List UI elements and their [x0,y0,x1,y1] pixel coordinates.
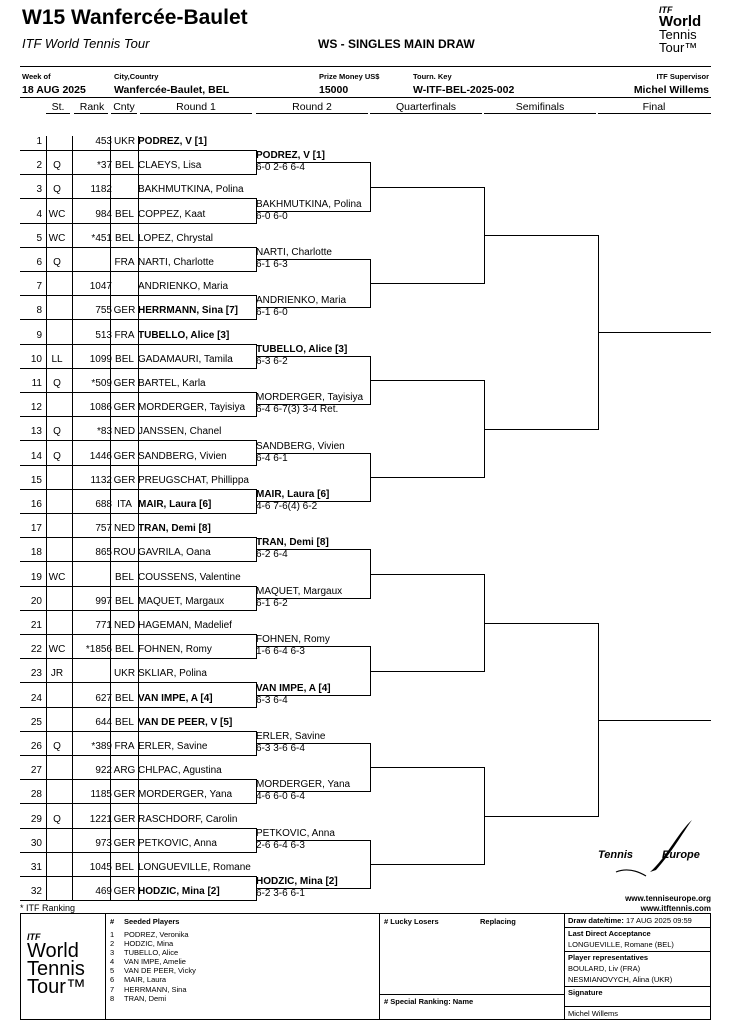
round2-entry [256,441,345,465]
player-status [46,523,68,537]
player-name: MORDERGER, Tayisiya [138,402,246,413]
itftennis-url: www.itftennis.com [640,904,711,913]
col-semifinals: Semifinals [515,101,565,113]
round2-winner: HODZIC, Mina [2] [256,876,338,887]
draw-position: 8 [36,305,42,316]
round2-entry [256,247,332,271]
player-country: BEL [115,862,134,873]
player-rank: 755 [95,305,112,316]
tourn-key-label: Tourn. Key [413,72,452,81]
player-rank: 1086 [89,402,112,413]
player-status [46,402,68,416]
round2-winner: MAIR, Laura [6] [256,489,330,500]
draw-position: 32 [30,886,42,897]
round2-score: 6-3 6-2 [256,356,288,367]
player-rank: 757 [95,523,112,534]
draw-type: WS - SINGLES MAIN DRAW [318,37,475,51]
draw-position: 21 [30,620,42,631]
player-rank: 627 [95,693,112,704]
draw-position: 2 [36,160,42,171]
seeded-player-item [110,948,370,957]
player-rank: 1446 [89,451,112,462]
draw-position: 30 [30,838,42,849]
player-rank: *37 [96,160,112,171]
player-country: BEL [115,160,134,171]
player-country: ITA [117,499,132,510]
round2-winner: BAKHMUTKINA, Polina [256,199,362,210]
player-status [46,886,68,900]
player-rank: 984 [95,209,112,220]
seed-name: TUBELLO, Alice [124,948,179,958]
player-status [46,305,68,319]
round2-winner: PODREZ, V [1] [256,150,325,161]
player-rank: 1182 [90,184,112,195]
player-rank: 453 [95,136,112,147]
player-rank: *83 [96,426,112,437]
draw-position: 18 [30,547,42,558]
player-country: BEL [115,596,134,607]
round2-winner: FOHNEN, Romy [256,634,330,645]
special-ranking-title: # Special Ranking: Name [384,997,474,1006]
seeded-player-item [110,975,370,984]
col-round1: Round 1 [176,101,216,113]
seed-name: MAIR, Laura [124,975,167,985]
player-rank: 644 [95,717,112,728]
draw-position: 20 [30,596,42,607]
player-country: GER [113,402,136,413]
round2-score: 6-2 6-4 [256,549,288,560]
player-status [46,620,68,634]
player-name: MAIR, Laura [6] [138,499,212,510]
supervisor-label: ITF Supervisor [656,72,709,81]
player-status [46,862,68,876]
draw-position: 31 [30,862,42,873]
draw-position: 25 [30,717,42,728]
tennis-europe-logo [596,818,716,878]
round2-entry [256,586,342,610]
draw-position: 26 [30,741,42,752]
player-status: Q [53,451,61,462]
seeded-player-item [110,994,370,1003]
player-name: HERRMANN, Sina [7] [138,305,239,316]
player-name: RASCHDORF, Carolin [138,814,238,825]
player-country: ROU [113,547,136,558]
player-status: Q [53,184,61,195]
player-status: JR [50,668,64,679]
seed-number: 6 [110,975,115,985]
player-country [113,281,136,295]
player-rank: 513 [95,330,112,341]
signature-label: Signature [568,988,603,997]
draw-position: 5 [36,233,42,244]
player-country: NED [113,426,136,437]
player-country: BEL [115,354,134,365]
round2-winner: ERLER, Savine [256,731,326,742]
player-status: WC [48,572,66,583]
draw-position: 6 [36,257,42,268]
seeded-title: Seeded Players [124,917,180,926]
round2-score: 6-2 3-6 6-1 [256,888,305,899]
player-name: NARTI, Charlotte [138,257,214,268]
lda-value: LONGUEVILLE, Romane (BEL) [568,940,674,949]
player-status [46,547,68,561]
seeded-hash: # [110,917,115,926]
seed-number: 3 [110,948,115,958]
seed-name: HERRMANN, Sina [124,984,187,994]
draw-position: 15 [30,475,42,486]
round2-entry [256,828,335,852]
seeded-player-item [110,966,370,975]
player-country: UKR [113,136,136,147]
round2-winner: PETKOVIC, Anna [256,828,335,839]
round2-winner: ANDRIENKO, Maria [256,295,347,306]
round2-winner: MAQUET, Margaux [256,586,343,597]
round2-winner: SANDBERG, Vivien [256,441,345,452]
seeded-player-item [110,939,370,948]
player-country: NED [113,620,136,631]
seed-name: HODZIC, Mina [124,939,174,949]
seed-name: PODREZ, Veronika [124,930,189,939]
footer-logo-box [20,913,106,1020]
player-status [46,499,68,513]
player-name: JANSSEN, Chanel [138,426,222,437]
draw-position: 19 [30,572,42,583]
player-status: WC [48,209,66,220]
round2-score: 4-6 7-6(4) 6-2 [256,501,318,512]
player-status: WC [48,644,66,655]
rep-2: NESMIANOVYCH, Alina (UKR) [568,975,673,984]
player-status [46,475,68,489]
round2-entry [256,150,325,174]
round2-score: 6-1 6-2 [256,598,288,609]
player-status [46,330,68,344]
draw-datetime-label: Draw date/time: [568,916,624,925]
player-country: GER [113,378,136,389]
seeded-player-item [110,930,370,939]
player-name: PODREZ, V [1] [138,136,207,147]
player-country: FRA [114,741,135,752]
player-name: HAGEMAN, Madelief [138,620,232,631]
round2-winner: NARTI, Charlotte [256,247,332,258]
round2-score: 6-0 2-6 6-4 [256,162,305,173]
draw-position: 24 [30,693,42,704]
draw-datetime-value: 17 AUG 2025 09:59 [625,916,692,925]
player-rank: *509 [91,378,112,389]
round2-score: 4-6 6-0 6-4 [256,791,305,802]
player-country: GER [113,451,136,462]
reps-label: Player representatives [568,953,649,962]
col-cnty: Cnty [113,101,135,113]
player-name: CHLPAC, Agustina [138,765,222,776]
draw-position: 12 [30,402,42,413]
player-name: MAQUET, Margaux [138,596,225,607]
col-rank: Rank [79,101,105,113]
round2-score: 6-0 6-0 [256,211,288,222]
draw-position: 17 [30,523,42,534]
player-status [46,281,68,295]
player-rank: 973 [95,838,112,849]
player-name: VAN DE PEER, V [5] [138,717,233,728]
player-status: Q [53,378,61,389]
player-rank: 688 [95,499,112,510]
draw-position: 23 [30,668,42,679]
player-country: BEL [115,693,134,704]
col-final: Final [642,101,666,113]
round2-entry [256,344,347,368]
draw-position: 1 [36,136,42,147]
player-country: BEL [115,572,134,583]
round2-score: 6-3 6-4 [256,695,288,706]
round2-winner: MORDERGER, Yana [256,779,351,790]
draw-position: 14 [30,451,42,462]
replacing-title: Replacing [480,917,516,926]
player-rank: 865 [95,547,112,558]
draw-info-box [564,913,711,1020]
draw-position: 3 [36,184,42,195]
player-country: GER [113,838,136,849]
player-name: SKLIAR, Polina [138,668,207,679]
draw-position: 22 [30,644,42,655]
player-status: WC [48,233,66,244]
player-name: TRAN, Demi [8] [138,523,211,534]
player-status [46,789,68,803]
player-name: MORDERGER, Yana [138,789,233,800]
player-country: BEL [115,644,134,655]
tenniseurope-url: www.tenniseurope.org [625,894,711,903]
seed-number: 7 [110,984,115,994]
player-name: FOHNEN, Romy [138,644,212,655]
player-country: GER [113,814,136,825]
player-name: ERLER, Savine [138,741,208,752]
rep-1: BOULARD, Liv (FRA) [568,964,641,973]
player-name: PETKOVIC, Anna [138,838,217,849]
header-divider [20,66,711,67]
player-name: TUBELLO, Alice [3] [138,330,230,341]
week-label: Week of [22,72,51,81]
round2-entry [256,392,363,416]
player-country: UKR [113,668,136,679]
player-rank: 1185 [90,789,112,800]
draw-position: 27 [30,765,42,776]
player-name: HODZIC, Mina [2] [138,886,220,897]
round2-entry [256,731,325,755]
round2-entry [256,683,331,707]
player-country: GER [113,886,136,897]
draw-position: 9 [36,330,42,341]
player-rank: 469 [95,886,112,897]
player-status [46,693,68,707]
round2-score: 1-6 6-4 6-3 [256,646,305,657]
tour-subtitle: ITF World Tennis Tour [22,36,150,51]
player-rank: *389 [91,741,112,752]
draw-position: 28 [30,789,42,800]
draw-position: 4 [36,209,42,220]
city-value: Wanfercée-Baulet, BEL [114,84,230,96]
draw-position: 16 [30,499,42,510]
round2-entry [256,634,330,658]
player-status: Q [53,426,61,437]
lucky-losers-title: # Lucky Losers [384,917,439,926]
itf-world-tennis-tour-logo: ITF World Tennis Tour™ [659,5,702,55]
player-country: NED [113,523,136,534]
seed-number: 5 [110,966,115,976]
player-country: BEL [115,209,134,220]
player-status [46,717,68,731]
draw-position: 29 [30,814,42,825]
round2-entry [256,537,329,561]
seeded-player-item [110,985,370,994]
player-status [46,838,68,852]
player-name: GAVRILA, Oana [138,547,211,558]
seed-number: 4 [110,957,115,967]
footer-itf-logo: ITF World Tennis Tour™ [27,932,86,998]
prize-label: Prize Money US$ [319,72,380,81]
player-name: VAN IMPE, A [4] [138,693,213,704]
round2-entry [256,199,362,223]
player-status [46,596,68,610]
player-rank [72,668,112,682]
round2-score: 2-6 6-4 6-3 [256,840,305,851]
round2-winner: VAN IMPE, A [4] [256,683,331,694]
seed-name: VAN DE PEER, Vicky [124,966,196,976]
player-rank: *1856 [85,644,112,655]
col-quarterfinals: Quarterfinals [395,101,457,113]
round2-winner: TRAN, Demi [8] [256,537,329,548]
seeded-player-item [110,957,370,966]
col-st: St. [51,101,65,113]
player-rank: 1099 [89,354,112,365]
player-status [46,765,68,779]
player-name: ANDRIENKO, Maria [138,281,229,292]
player-rank: 922 [95,765,112,776]
player-status: Q [53,257,61,268]
round2-entry [256,295,346,319]
supervisor-value: Michel Willems [633,84,709,96]
tennis-europe-europe: Europe [662,849,700,861]
player-status: Q [53,814,61,825]
round2-entry [256,489,329,513]
player-rank: 1045 [89,862,112,873]
prize-value: 15000 [319,84,349,96]
player-rank [72,257,112,271]
round2-score: 6-1 6-3 [256,259,288,270]
player-country: BEL [115,717,134,728]
draw-position: 11 [31,378,42,389]
player-rank: 1132 [90,475,112,486]
player-name: COUSSENS, Valentine [138,572,241,583]
player-country: FRA [114,330,135,341]
player-country: GER [113,475,136,486]
draw-position: 13 [30,426,42,437]
player-rank: 997 [95,596,112,607]
signature-value: Michel Willems [568,1009,619,1018]
player-country: ARG [113,765,136,776]
seed-number: 2 [110,939,115,949]
round2-entry [256,779,350,803]
player-country: FRA [114,257,135,268]
draw-position: 7 [36,281,42,292]
itf-ranking-note: * ITF Ranking [20,903,76,913]
round2-entry [256,876,338,900]
seed-name: TRAN, Demi [124,993,167,1003]
player-rank: 1221 [89,814,112,825]
seed-number: 8 [110,993,115,1003]
lda-label: Last Direct Acceptance [568,929,651,938]
lucky-losers-box [379,913,565,1020]
player-country [113,184,136,198]
player-rank: *451 [91,233,112,244]
city-label: City,Country [114,72,159,81]
seeded-list [110,930,370,1003]
player-status: Q [53,741,61,752]
player-country: GER [113,305,136,316]
tourn-key-value: W-ITF-BEL-2025-002 [413,84,515,96]
player-name: COPPEZ, Kaat [138,209,206,220]
player-status [46,136,68,150]
seed-name: VAN IMPE, Amelie [124,957,186,967]
player-country: GER [113,789,136,800]
player-rank: 1047 [89,281,112,292]
round2-winner: TUBELLO, Alice [3] [256,344,348,355]
player-rank: 771 [95,620,112,631]
player-status: Q [53,160,61,171]
player-name: BARTEL, Karla [138,378,206,389]
round2-score: 6-4 6-7(3) 3-4 Ret. [256,404,339,415]
player-name: SANDBERG, Vivien [138,451,227,462]
round2-score: 6-4 6-1 [256,453,288,464]
draw-position: 10 [30,354,42,365]
tournament-title: W15 Wanfercée-Baulet [22,6,248,29]
round2-score: 6-1 6-0 [256,307,288,318]
seed-number: 1 [110,930,115,939]
player-name: GADAMAURI, Tamila [138,354,233,365]
info-divider [20,97,711,98]
player-country: BEL [115,233,134,244]
player-name: PREUGSCHAT, Phillippa [138,475,249,486]
player-name: LONGUEVILLE, Romane [138,862,251,873]
player-status: LL [51,354,63,365]
player-name: LOPEZ, Chrystal [138,233,214,244]
seeded-players-box [105,913,380,1020]
week-value: 18 AUG 2025 [22,84,86,96]
round2-score: 6-3 3-6 6-4 [256,743,305,754]
col-round2: Round 2 [292,101,332,113]
player-name: CLAEYS, Lisa [138,160,202,171]
round2-winner: MORDERGER, Tayisiya [256,392,364,403]
player-name: BAKHMUTKINA, Polina [138,184,244,195]
player-rank [72,572,112,586]
tennis-europe-tennis: Tennis [598,849,634,861]
